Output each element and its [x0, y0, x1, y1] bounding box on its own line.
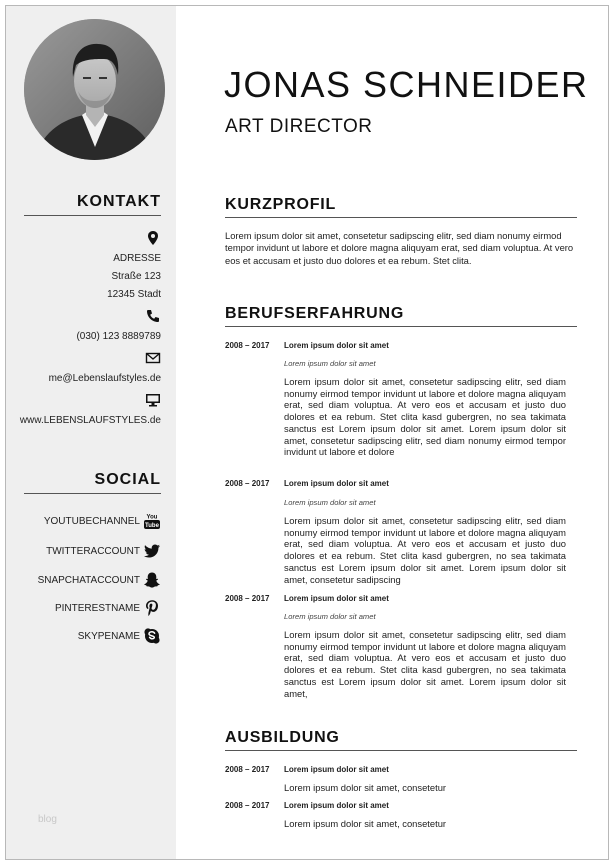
- person-name: JONAS SCHNEIDER: [224, 64, 589, 105]
- address-label: ADRESSE: [113, 253, 161, 264]
- social-snapchat[interactable]: [16, 570, 161, 590]
- twitter-icon: [143, 542, 161, 560]
- phone-icon: [145, 308, 161, 324]
- education-1-text: Lorem ipsum dolor sit amet, consetetur: [284, 782, 447, 793]
- monitor-icon: [145, 392, 161, 408]
- education-1-title: Lorem ipsum dolor sit amet: [284, 765, 389, 774]
- experience-2-subtitle: Lorem ipsum dolor sit amet: [284, 498, 376, 507]
- profile-text: Lorem ipsum dolor sit amet, consetetur sadipscing elitr, sed diam nonumy eirmod tempor invidunt ut labore et dolore magna aliquyam erat, sed diam voluptua. At vero eos et accusam et justo duo dolores et ea rebum. Stet clita.: [225, 230, 574, 266]
- education-heading: AUSBILDUNG: [225, 729, 577, 751]
- experience-2-description: Lorem ipsum dolor sit amet, consetetur sadipscing elitr, sed diam nonumy eirmod tempor invidunt ut labore et dolore magna aliquyam erat, sed diam voluptua. At vero eos et accusam et justo duo dolores et ea rebum. Stet clita kasd gubergren, no sea takimata sanctus est Lorem ipsum dolor sit amet. Lorem ipsum dolor sit amet, consetetur sadipscing: [284, 515, 566, 585]
- education-2-title: Lorem ipsum dolor sit amet: [284, 801, 389, 810]
- social-twitter-label: TWITTERACCOUNT: [46, 545, 140, 557]
- skype-icon: [143, 627, 161, 645]
- education-2-text: Lorem ipsum dolor sit amet, consetetur: [284, 818, 447, 829]
- experience-3-description: Lorem ipsum dolor sit amet, consetetur sadipscing elitr, sed diam nonumy eirmod tempor invidunt ut labore et dolore magna aliquyam erat, sed diam voluptua. At vero eos et accusam et justo duo dolores et ea rebum. Stet clita kasd gubergren, no sea takimata sanctus est Lorem ipsum dolor sit amet. Lorem ipsum dolor sit amet,: [284, 629, 566, 699]
- snapchat-icon: [143, 571, 161, 589]
- experience-1-dates: 2008 – 2017: [225, 341, 270, 350]
- education-2-dates: 2008 – 2017: [225, 801, 270, 810]
- pinterest-icon: [143, 599, 161, 617]
- education-1-dates: 2008 – 2017: [225, 765, 270, 774]
- social-skype[interactable]: [16, 626, 161, 646]
- email-address[interactable]: me@Lebenslaufstyles.de: [48, 373, 161, 384]
- experience-3-title: Lorem ipsum dolor sit amet: [284, 594, 389, 603]
- job-title: ART DIRECTOR: [225, 116, 373, 137]
- experience-heading: BERUFSERFAHRUNG: [225, 305, 577, 327]
- social-snapchat-label: SNAPCHATACCOUNT: [37, 574, 140, 586]
- experience-1-title: Lorem ipsum dolor sit amet: [284, 341, 389, 350]
- social-heading: SOCIAL: [24, 471, 161, 494]
- youtube-icon-text-bottom: Tube: [145, 523, 159, 529]
- contact-heading: KONTAKT: [24, 193, 161, 216]
- experience-1-subtitle: Lorem ipsum dolor sit amet: [284, 359, 376, 368]
- social-pinterest[interactable]: [16, 598, 161, 618]
- experience-1-description: Lorem ipsum dolor sit amet, consetetur sadipscing elitr, sed diam nonumy eirmod tempor invidunt ut labore et dolore magna aliquyam erat, sed diam voluptua. At vero eos et accusam et justo duo dolores et ea rebum. Stet clita kasd gubergren, no sea takimata sanctus est Lorem ipsum dolor sit amet. Lorem ipsum dolor sit amet, consetetur sadipscing elitr, sed diam nonumy eirmod tempor invidunt ut labore et dolore: [284, 376, 566, 458]
- experience-2-dates: 2008 – 2017: [225, 479, 270, 488]
- address-city: 12345 Stadt: [107, 289, 161, 300]
- youtube-icon: [143, 512, 161, 530]
- social-twitter[interactable]: [16, 541, 161, 561]
- profile-heading: KURZPROFIL: [225, 196, 577, 218]
- watermark: blog: [38, 814, 57, 825]
- youtube-icon-text-top: You: [146, 514, 158, 521]
- envelope-icon: [145, 350, 161, 366]
- social-youtube[interactable]: [16, 511, 161, 531]
- resume-page: [5, 5, 609, 860]
- social-youtube-label: YOUTUBECHANNEL: [43, 515, 140, 527]
- address-street: Straße 123: [111, 271, 161, 282]
- location-pin-icon: [145, 230, 161, 246]
- social-pinterest-label: PINTERESTNAME: [54, 602, 140, 614]
- phone-number[interactable]: (030) 123 8889789: [76, 331, 161, 342]
- experience-3-dates: 2008 – 2017: [225, 594, 270, 603]
- social-skype-label: SKYPENAME: [77, 630, 140, 642]
- experience-2-title: Lorem ipsum dolor sit amet: [284, 479, 389, 488]
- website-url[interactable]: www.LEBENSLAUFSTYLES.de: [19, 415, 161, 426]
- experience-3-subtitle: Lorem ipsum dolor sit amet: [284, 612, 376, 621]
- profile-photo: [24, 19, 165, 160]
